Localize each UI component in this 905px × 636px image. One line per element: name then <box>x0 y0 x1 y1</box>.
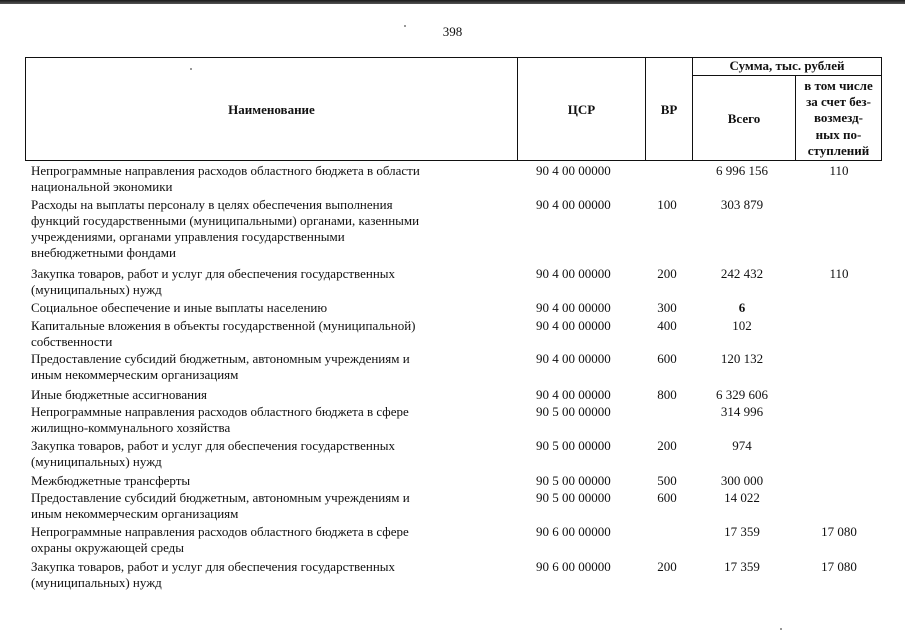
row-incl: 17 080 <box>821 524 857 539</box>
row-vr: 200 <box>657 266 677 281</box>
row-csr: 90 4 00 00000 <box>536 163 611 178</box>
row-name <box>31 266 509 298</box>
row-vr: 200 <box>657 559 677 574</box>
row-csr: 90 5 00 00000 <box>536 490 611 505</box>
row-name <box>31 197 509 261</box>
header-name: Наименование <box>228 102 315 117</box>
header-incl-line: возмезд- <box>814 110 863 125</box>
row-name <box>31 404 509 436</box>
row-csr: 90 4 00 00000 <box>536 387 611 402</box>
row-total: 242 432 <box>720 266 764 281</box>
header-csr: ЦСР <box>567 102 596 117</box>
row-name-line: Расходы на выплаты персоналу в целях обеспечения выполнения <box>31 197 393 212</box>
row-name-line: функций государственными (муниципальными) органами, казенными <box>31 213 420 228</box>
row-total: 17 359 <box>724 524 760 539</box>
row-csr: 90 5 00 00000 <box>536 438 611 453</box>
header-incl-line: ступлений <box>807 143 870 158</box>
header-incl-line: ных по- <box>815 127 862 142</box>
row-csr: 90 4 00 00000 <box>536 318 611 333</box>
row-name-line: (муниципальных) нужд <box>31 282 162 297</box>
row-name-line: Закупка товаров, работ и услуг для обеспечения государственных <box>31 559 396 574</box>
row-vr: 600 <box>657 351 677 366</box>
row-name-line: (муниципальных) нужд <box>31 454 162 469</box>
header-incl-line: в том числе <box>804 78 873 93</box>
scan-speck <box>190 68 192 70</box>
row-csr: 90 5 00 00000 <box>536 404 611 419</box>
scan-speck <box>404 25 406 27</box>
row-name <box>31 351 509 383</box>
row-csr: 90 5 00 00000 <box>536 473 611 488</box>
row-total: 303 879 <box>720 197 764 212</box>
row-name-line: Непрограммные направления расходов областного бюджета в сфере <box>31 524 409 539</box>
row-name-line: Закупка товаров, работ и услуг для обеспечения государственных <box>31 266 396 281</box>
row-name-line: (муниципальных) нужд <box>31 575 162 590</box>
row-name-line: Закупка товаров, работ и услуг для обеспечения государственных <box>31 438 396 453</box>
row-total: 6 996 156 <box>716 163 768 178</box>
row-name-line: иным некоммерческим организациям <box>31 367 239 382</box>
row-name <box>31 318 509 350</box>
row-total: 300 000 <box>720 473 764 488</box>
row-name-line: Непрограммные направления расходов областного бюджета в области <box>31 163 420 178</box>
row-name <box>31 163 509 195</box>
row-vr: 200 <box>657 438 677 453</box>
row-name <box>31 559 509 591</box>
row-name <box>31 300 509 316</box>
row-csr: 90 4 00 00000 <box>536 266 611 281</box>
row-csr: 90 4 00 00000 <box>536 351 611 366</box>
row-name-line: собственности <box>31 334 113 349</box>
row-name-line: Предоставление субсидий бюджетным, автономным учреждениям и <box>31 351 410 366</box>
row-name <box>31 490 509 522</box>
row-incl: 110 <box>829 266 849 281</box>
row-vr: 100 <box>657 197 677 212</box>
row-csr: 90 6 00 00000 <box>536 524 611 539</box>
row-name-line: учреждениями, органами управления государственными <box>31 229 345 244</box>
row-incl: 110 <box>829 163 849 178</box>
row-csr: 90 6 00 00000 <box>536 559 611 574</box>
row-name-line: национальной экономики <box>31 179 173 194</box>
header-sum-group: Сумма, тыс. рублей <box>729 58 845 73</box>
row-total: 102 <box>732 318 752 333</box>
row-name-line: Капитальные вложения в объекты государственной (муниципальной) <box>31 318 416 333</box>
row-vr: 500 <box>657 473 677 488</box>
row-vr: 800 <box>657 387 677 402</box>
row-name <box>31 438 509 470</box>
row-total: 17 359 <box>724 559 760 574</box>
row-vr: 300 <box>657 300 677 315</box>
row-name-line: охраны окружающей среды <box>31 540 185 555</box>
scan-top-border <box>0 0 905 4</box>
row-total: 6 329 606 <box>716 387 768 402</box>
row-total: 6 <box>738 300 746 315</box>
row-vr: 600 <box>657 490 677 505</box>
row-name-line: жилищно-коммунального хозяйства <box>31 420 231 435</box>
row-csr: 90 4 00 00000 <box>536 300 611 315</box>
row-name-line: Межбюджетные трансферты <box>31 473 191 488</box>
row-name-line: Социальное обеспечение и иные выплаты населению <box>31 300 328 315</box>
row-name-line: Непрограммные направления расходов областного бюджета в сфере <box>31 404 409 419</box>
row-name <box>31 473 509 489</box>
row-total: 120 132 <box>720 351 764 366</box>
row-name <box>31 387 509 403</box>
row-total: 14 022 <box>724 490 760 505</box>
row-csr: 90 4 00 00000 <box>536 197 611 212</box>
row-name-line: иным некоммерческим организациям <box>31 506 239 521</box>
row-name <box>31 524 509 556</box>
row-total: 314 996 <box>720 404 764 419</box>
header-vr: ВР <box>660 102 678 117</box>
row-vr: 400 <box>657 318 677 333</box>
row-name-line: Предоставление субсидий бюджетным, автономным учреждениям и <box>31 490 410 505</box>
row-name-line: Иные бюджетные ассигнования <box>31 387 208 402</box>
row-name-line: внебюджетными фондами <box>31 245 176 260</box>
header-incl-line: за счет без- <box>806 94 871 109</box>
row-total: 974 <box>732 438 752 453</box>
row-incl: 17 080 <box>821 559 857 574</box>
header-total: Всего <box>727 111 761 126</box>
scan-speck <box>780 628 782 630</box>
page-number: 398 <box>442 24 463 39</box>
